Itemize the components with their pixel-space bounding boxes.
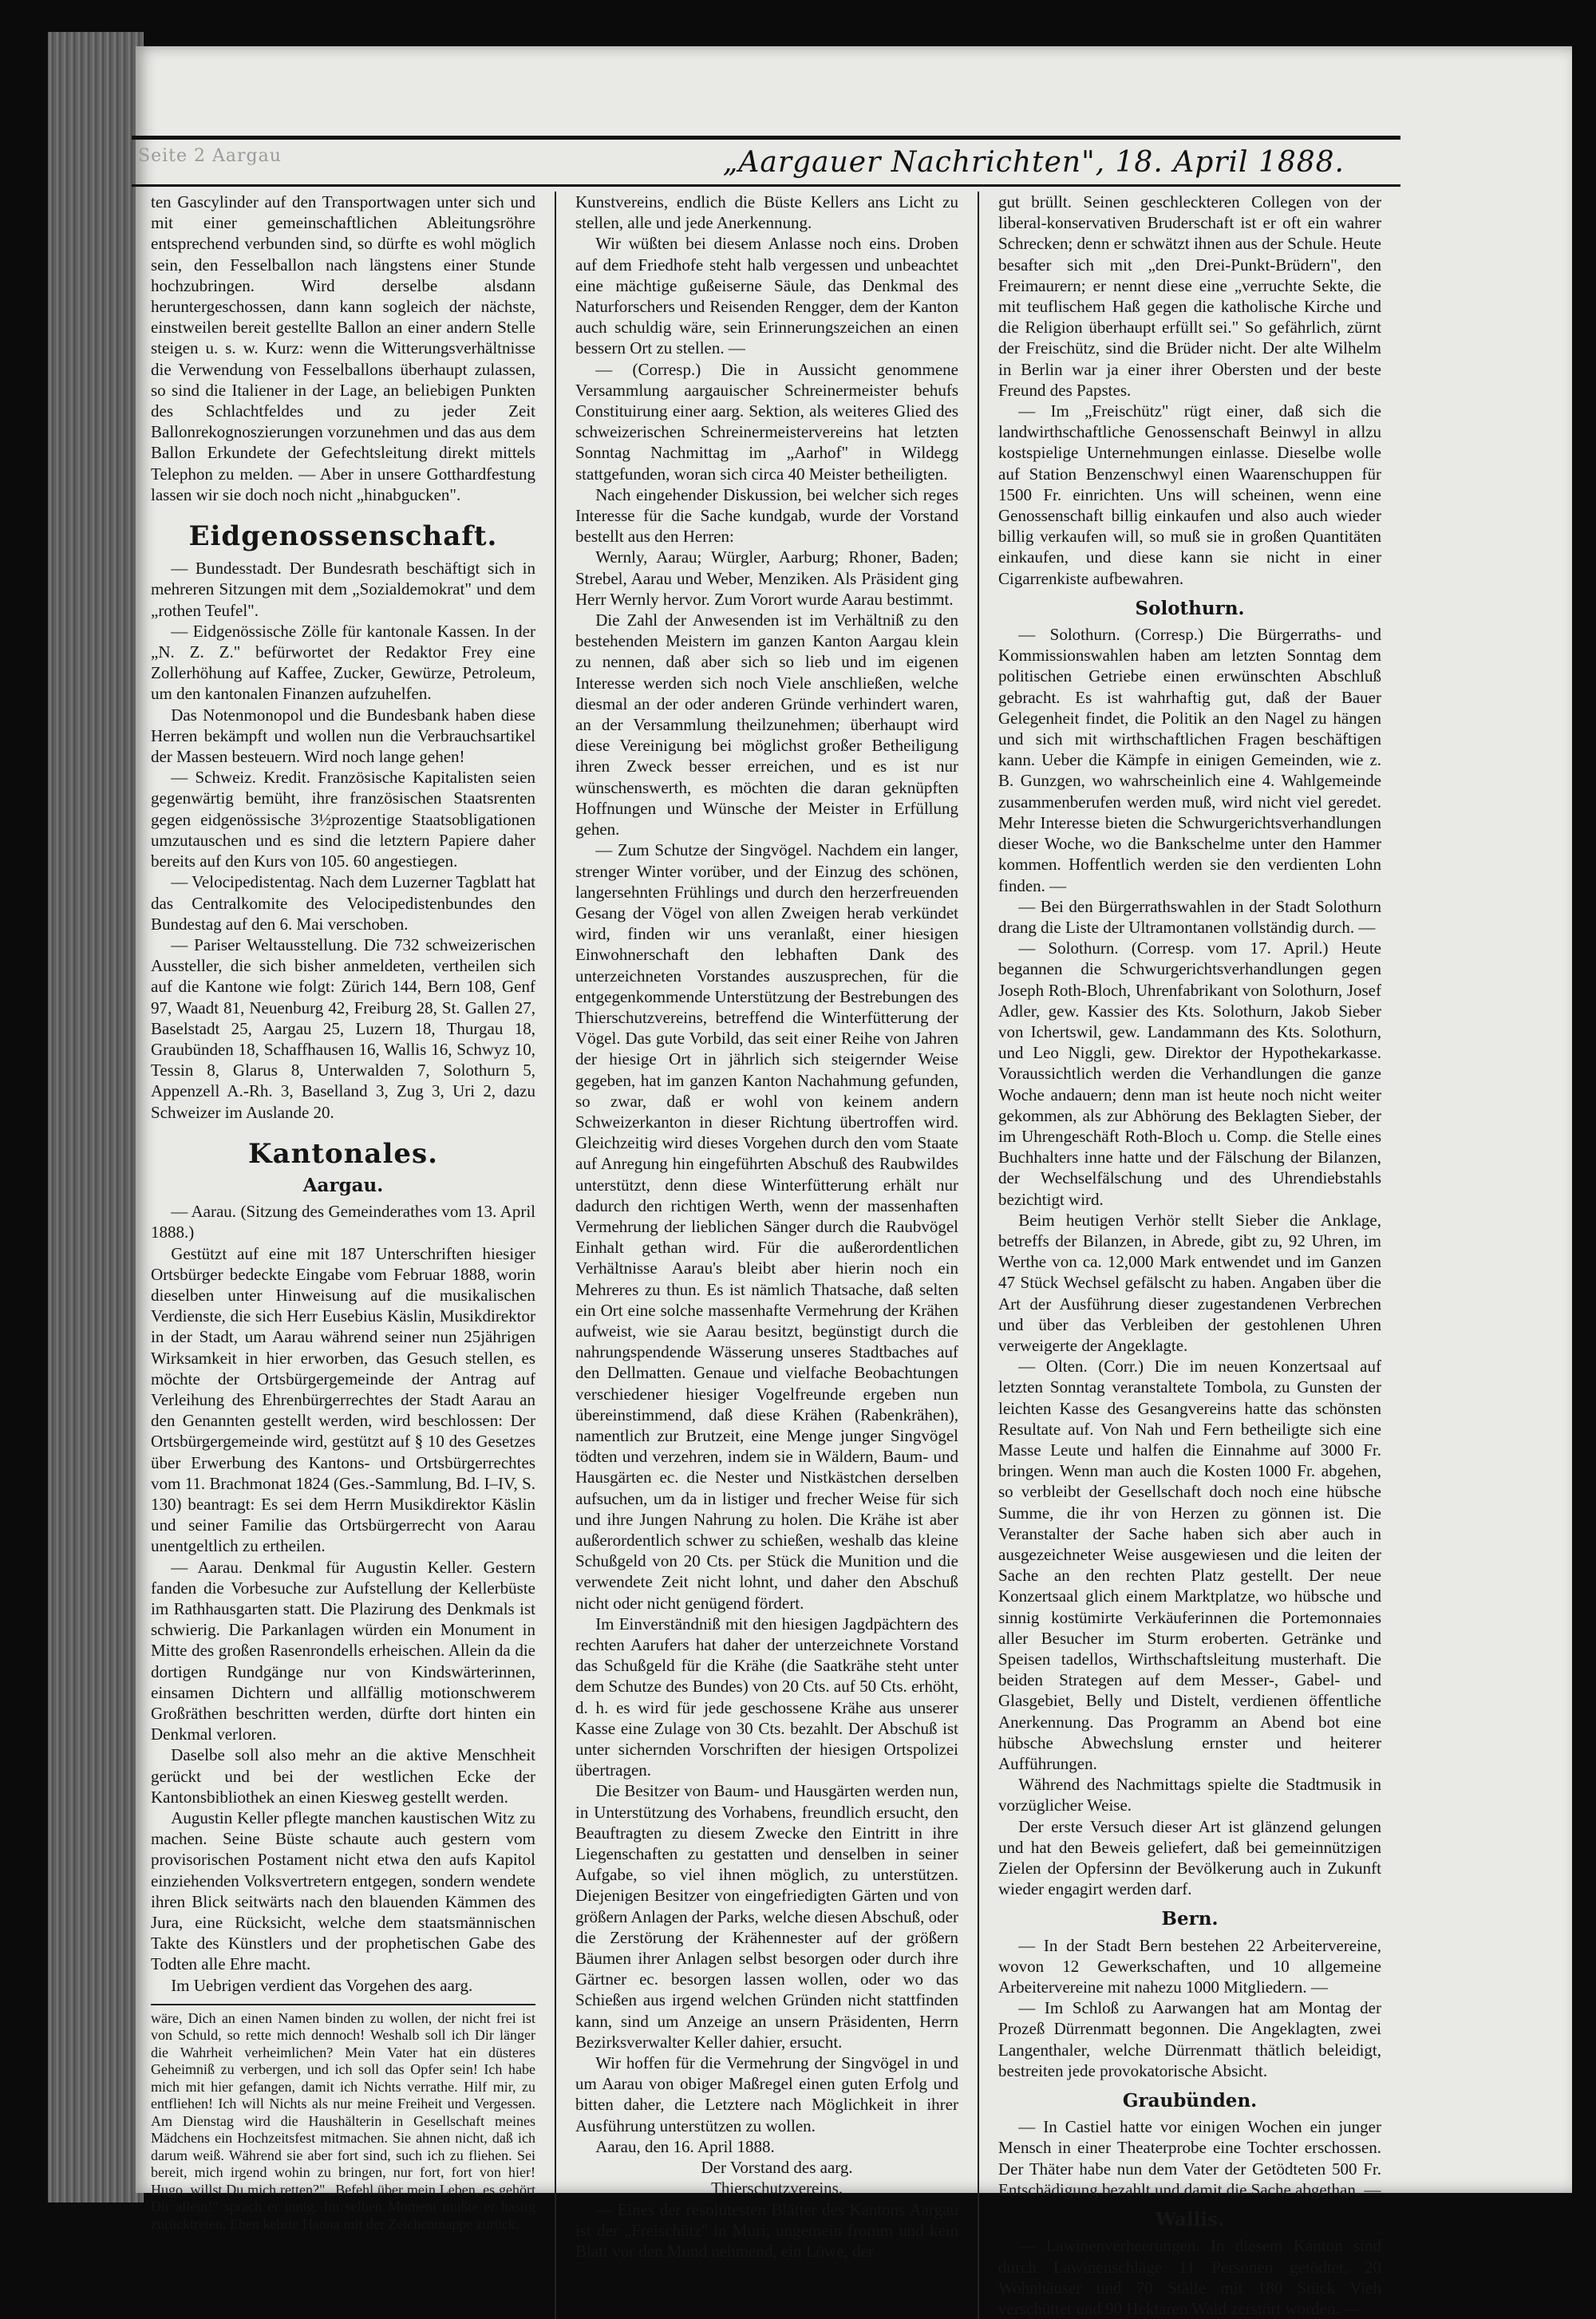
- subheading-solothurn: Solothurn.: [1135, 597, 1245, 619]
- article-paragraph: — Velocipedistentag. Nach dem Luzerner Tagblatt hat das Centralkomite des Velocipedistenbundes den Bundestag auf den 6. Mai verschoben.: [151, 872, 535, 934]
- header-bleedthrough-text: Seite 2 Aargau: [138, 146, 282, 166]
- article-paragraph: Der erste Versuch dieser Art ist glänzend gelungen und hat den Beweis geliefert, daß bei gemeinnützigen Zielen der Opfersinn der Bevölkerung auch in Zukunft wieder engagirt werden darf.: [998, 1816, 1381, 1899]
- article-paragraph: Das Notenmonopol und die Bundesbank haben diese Herren bekämpft und wollen nun die Verbrauchsartikel der Massen besteuern. Wird noch lange gehen!: [151, 705, 535, 767]
- article-paragraph: — Schweiz. Kredit. Französische Kapitalisten seien gegenwärtig bemüht, ihre französischen Staatsrenten gegen eidgenössische 3½prozentige Staatsobligationen umzutauschen und es sind die letztern Papiere daher bereits auf den Kurs von 105. 60 angestiegen.: [151, 768, 535, 871]
- article-paragraph: — Aarau. Denkmal für Augustin Keller. Gestern fanden die Vorbesuche zur Aufstellung der Kellerbüste im Rathhausgarten statt. Die Plazirung des Denkmals ist schwierig. Die Parkanlagen würden ein Monument in Mitte des großen Rasenrondells erheischen. Allein da die dortigen Rundgänge nur von Kindswärterinnen, einsamen Dichtern und allfällig motionschwerem Großräthen beschritten werden, dürfte dort hinten ein Denkmal verloren.: [151, 1557, 535, 1744]
- article-paragraph: — Bundesstadt. Der Bundesrath beschäftigt sich in mehreren Sitzungen mit dem „Sozialdemokrat" und dem „rothen Teufel".: [151, 559, 535, 620]
- article-paragraph: ten Gascylinder auf den Transportwagen unter sich und mit einer gemeinschaftlichen Ableitungsröhre entsprechend verbunden sind, so dürfte es wohl möglich sein, den Fesselballon nach längstens einer Stunde hochzubringen. Wird derselbe alsdann heruntergeschossen, dann kann sogleich der nächste, einstweilen bereit gestellte Ballon an einer andern Stelle steigen u. s. w. Kurz: wenn die Witterungsverhältnisse die Verwendung von Fesselballons überhaupt zulassen, so sind die Italiener in der Lage, an beliebigen Punkten des Schlachtfeldes und zu jeder Zeit Ballonrekognoszierungen vorzunehmen und das aus dem Ballon Erkundete der Gefechtsleitung direkt mittels Telephon zu melden. — Aber in unsere Gotthardfestung lassen wir sie doch noch nicht „hinabgucken".: [151, 192, 535, 504]
- article-paragraph: — Im Schloß zu Aarwangen hat am Montag der Prozeß Dürrenmatt begonnen. Die Angeklagten, zwei Langenthaler, welche Dürrenmatt thätlich beleidigt, bestreiten jede provokatorische Absicht.: [998, 1998, 1381, 2080]
- article-paragraph: Kunstvereins, endlich die Büste Kellers ans Licht zu stellen, alle und jede Anerkennung.: [575, 192, 958, 233]
- section-heading-eidgenossenschaft: Eidgenossenschaft.: [188, 520, 498, 553]
- article-paragraph: — Eines der resolutesten Blätter des Kantons Aargau ist der „Freischütz" in Muri, ungemein fromm und kein Blatt vor den Mund nehmend, ein Löwe, der: [575, 2199, 958, 2261]
- article-paragraph: Wernly, Aarau; Würgler, Aarburg; Rhoner, Baden; Strebel, Aarau und Weber, Menziken. Als Präsident ging Herr Wernly hervor. Zum Vorort wurde Aarau bestimmt.: [575, 547, 958, 609]
- article-paragraph: — (Corresp.) Die in Aussicht genommene Versammlung aargauischer Schreinermeister behufs Constituirung einer aarg. Sektion, als weiteres Glied des schweizerischen Schreinermeistervereins hat letzten Sonntag Nachmittag im „Aarhof" in Wildegg stattgefunden, woran sich circa 40 Meister betheiligten.: [575, 359, 958, 484]
- signature-line: Thierschutzvereins.: [711, 2179, 843, 2199]
- article-paragraph: — Olten. (Corr.) Die im neuen Konzertsaal auf letzten Sonntag veranstaltete Tombola, zu Gunsten der leichten Kasse des Gesangvereins hatte das schönsten Resultate auf. Von Nah und Fern betheiligte sich eine Masse Leute und halfen die Einnahme auf 3000 Fr. bringen. Wenn man auch die Kosten 1000 Fr. abgehen, so verbleibt der Gesellschaft doch noch eine hübsche Summe, die ihr von Herzen zu gönnen ist. Die Veranstalter der Sache haben sich aber auch in ausgezeichneter Weise ausgewiesen und die leiten der Sache an den rechten Platz gestellt. Der neue Konzertsaal glich einem Marktplatze, wo hübsche und sinnig kostümirte Verkäuferinnen die Portemonnaies aller Besucher im Sturm eroberten. Getränke und Speisen tadellos, Wirthschaftsleitung musterhaft. Die beiden Strategen auf dem Messer-, Gabel- und Glasgebiet, Belly und Distelt, verdienen öffentliche Anerkennung. Das Programm an Abend bot eine hübsche Abwechslung ernster und heiterer Aufführungen.: [998, 1357, 1381, 1774]
- article-paragraph: — Zum Schutze der Singvögel. Nachdem ein langer, strenger Winter vorüber, und der Einzug des schönen, langersehnten Frühlings und durch den herzerfreuenden Gesang der Vögel von allen Zweigen herab verkündet wird, finden wir uns veranlaßt, einer hiesigen Einwohnerschaft den lebhaften Dank des unterzeichneten Vorstandes auszusprechen, für die entgegenkommende Unterstützung der Bestrebungen des Thierschutzvereins, betreffend die Winterfütterung der Vögel. Das gute Vorbild, das seit einer Reihe von Jahren der hiesige Ort in jährlich sich steigernder Weise gegeben, hat im ganzen Kanton Nachahmung gefunden, so zwar, daß er wohl von keinem andern Schweizerkanton in dieser Richtung übertroffen wird. Gleichzeitig wird dieses Vorgehen durch den vom Staate auf Anregung hin eingeführten Abschuß des Raubwildes unterstützt, denn diese Winterfütterung erhält nur dadurch den richtigen Werth, wenn der massenhaften Vermehrung der lieblichen Sänger durch die Raubvögel Einhalt gethan wird. Für die außerordentlichen Verhältnisse Aarau's bleibt aber hierin noch ein Mehreres zu thun. Es ist nämlich Thatsache, daß selten ein Ort eine solche massenhafte Vermehrung der Krähen aufweist, wie sie Aarau besitzt, begünstigt durch die nahrungspendende Wässerung unseres Stadtbaches auf den Dellmatten. Genaue und vielfache Beobachtungen verschiedener hiesiger Vogelfreunde ergeben nun übereinstimmend, daß diese Krähen (Rabenkrähen), namentlich zur Brutzeit, eine Menge junger Singvögel tödten und verzehren, indem sie in Wäldern, Baum- und Hausgärten ec. die Nester und Nistkästchen derselben aufsuchen, um da in listiger und frecher Weise für sich und ihre Jungen Nahrung zu holen. Die Krähe ist aber außerordentlich schwer zu schießen, weshalb das kleine Schußgeld von 20 Cts. per Stück die Munition und die verwendete Zeit nicht lohnt, und daher den Abschuß nicht oder nicht genügend fördert.: [575, 840, 958, 1613]
- section-heading-kantonales: Kantonales.: [248, 1137, 438, 1170]
- subheading-aargau: Aargau.: [302, 1174, 384, 1196]
- feuilleton-divider: [151, 2004, 535, 2005]
- article-paragraph: — Eidgenössische Zölle für kantonale Kassen. In der „N. Z. Z." befürwortet der Redaktor Frey eine Zollerhöhung auf Kaffee, Zucker, Gewürze, Petroleum, um den kantonalen Finanzen aufzuhelfen.: [151, 621, 535, 704]
- article-paragraph: Beim heutigen Verhör stellt Sieber die Anklage, betreffs der Bilanzen, in Abrede, gibt zu, 92 Uhren, im Werthe von ca. 12,000 Mark entwendet und im Ganzen 47 Stück Wechsel gefälscht zu haben. Angaben über die Art der Ausführung dieser zugestandenen Verbrechen und über das Verbleiben der gestohlenen Uhren verweigerte der Angeklagte.: [998, 1210, 1381, 1355]
- article-paragraph: gut brüllt. Seinen geschleckteren Collegen von der liberal-konservativen Bruderschaft ist er oft ein wahrer Schrecken; denn er schwätzt ihnen aus der Schule. Heute besafter sich mit „den Drei-Punkt-Brüdern", den Freimaurern; er nennt diese eine „verruchte Sekte, die mit teuflischem Haß gegen die katholische Kirche und die Religion überhaupt erfüllt sei." So gefährlich, zürnt der Freischütz, sind die Brüder nicht. Der alte Wilhelm in Berlin war ja einer ihrer Obersten und der beste Freund des Papstes.: [998, 192, 1381, 400]
- article-paragraph: Im Uebrigen verdient das Vorgehen des aarg.: [171, 1975, 473, 1995]
- column-1: [132, 192, 555, 2319]
- article-paragraph: Augustin Keller pflegte manchen kaustischen Witz zu machen. Seine Büste schaute auch gestern vom provisorischen Postament nicht etwa den aufs Kapitol einziehenden Volksvertretern entgegen, sondern wendete ihren Blick seitwärts nach den blauenden Kämmen des Jura, eine Rücksicht, welche dem staatsmännischen Takte des Künstlers und der prophetischen Gabe des Todten alle Ehre macht.: [151, 1808, 535, 1974]
- article-paragraph: — Solothurn. (Corresp. vom 17. April.) Heute begannen die Schwurgerichtsverhandlungen gegen Joseph Roth-Bloch, Uhrenfabrikant von Solothurn, Josef Adler, gew. Kassier des Kts. Solothurn, Jakob Sieber von Ichertswil, gew. Landammann des Kts. Solothurn, und Leo Niggli, gew. Direktor der Hypothekarkasse. Voraussichtlich werden die Verhandlungen die ganze Woche andauern; denn man ist heute noch nicht weiter gekommen, als zur Abhörung des Beklagten Sieber, der im Uhrengeschäft Roth-Bloch u. Comp. die Stelle eines Buchhalters inne hatte und der Fälschung der Bilanzen, der Wechselfälschung und des Uhrendiebstahls bezichtigt wird.: [998, 938, 1381, 1209]
- article-paragraph: Daselbe soll also mehr an die aktive Menschheit gerückt und bei der westlichen Ecke der Kantonsbibliothek an einen Kiesweg gestellt werden.: [151, 1745, 535, 1807]
- article-paragraph: Wir hoffen für die Vermehrung der Singvögel in und um Aarau von obiger Maßregel einen guten Erfolg und bitten daher, die Letztere nach Möglichkeit in ihrer Ausführung unterstützen zu wollen.: [575, 2053, 958, 2135]
- feuilleton-text: wäre, Dich an einen Namen binden zu wollen, der nicht frei ist von Schuld, so rette mich dennoch! Weshalb soll ich Dir länger die Wahrheit verheimlichen? Mein Vater hat ein düsteres Geheimniß zu verbergen, und ich soll das Opfer sein! Ich habe mich mit hier gefangen, damit ich Nichts verrathe. Hilf mir, zu entfliehen! Ich will Nichts als nur meine Freiheit und Vergessen. Am Dienstag wird die Haushälterin in Gesellschaft meines Mädchens ein Hochzeitsfest mitmachen. Sie ahnen nicht, daß ich darum weiß. Während sie aber fort sind, such ich zu fliehen. Sei bereit, mich irgend wohin zu bringen, nur fort, fort von hier! Hugo, willst Du mich retten?" „Befehl über mein Leben, es gehört Dir allein!" sprach er innig. Im selben Moment mußte er hastig zurücktreten. Eben kehrte Hanna mit der Zeichenmappe zurück.: [151, 2009, 535, 2232]
- article-paragraph: Gestützt auf eine mit 187 Unterschriften hiesiger Ortsbürger bedeckte Eingabe vom Februar 1888, worin dieselben unter Hinweisung auf die musikalischen Verdienste, die sich Herr Eusebius Käslin, Musikdirektor in der Stadt, um Aarau während seiner nun 25jährigen Wirksamkeit in hier erworben, das Gesuch stellen, es möchte der Ortsbürgergemeinde der Antrag auf Verleihung des Ehrenbürgerrechtes der Stadt Aarau an den Genannten gestellt werden, wird beschlossen: Der Ortsbürgergemeinde wird, gestützt auf § 10 des Gesetzes über Erwerbung des Kantons- und Ortsbürgerrechtes vom 11. Brachmonat 1824 (Ges.-Sammlung, Bd. I–IV, S. 130) beantragt: Es sei dem Herrn Musikdirektor Käslin und seiner Familie das Ortsbürgerrecht von Aarau unentgeltlich zu ertheilen.: [151, 1243, 535, 1556]
- article-paragraph: — Aarau. (Sitzung des Gemeinderathes vom 13. April 1888.): [151, 1202, 535, 1242]
- article-paragraph: — Lawinenverheerungen. In diesem Kanton sind durch Lawinenschläge 11 Personen getödtet, 20 Wohnhäuser und 70 Ställe mit 180 Stück Vieh verschüttet und 90 Hektaren Wald zerstört worden. —: [998, 2236, 1381, 2318]
- article-paragraph: Die Besitzer von Baum- und Hausgärten werden nun, in Unterstützung des Vorhabens, freundlich ersucht, den Beauftragten zu diesem Zwecke den Eintritt in ihre Liegenschaften zu gestatten und denselben in seiner Aufgabe, so viel ihnen möglich, zu unterstützen. Diejenigen Besitzer von eingefriedigten Gärten und von größern Anlagen der Parks, welche diesen Abschuß, oder die Zerstörung der Krähennester auf der größern Bäumen ihrer Anlagen selbst besorgen oder durch ihre Gärtner ec. besorgen lassen wollen, oder wo das Schießen aus irgend welchen Gründen nicht stattfinden kann, sind um Anzeige an unsern Präsidenten, Herrn Bezirksverwalter Keller dahier, ersucht.: [575, 1781, 958, 2052]
- article-paragraph: Im Einverständniß mit den hiesigen Jagdpächtern des rechten Aarufers hat daher der unterzeichnete Vorstand das Schußgeld für die Krähe (die Saatkrähe steht unter dem Schutze des Bundes) von 20 Cts. auf 50 Cts. erhöht, d. h. es wird für jede geschossene Krähe aus unserer Kasse eine Zulage von 30 Cts. bezahlt. Der Abschuß ist unter sichernden Vorschriften der hiesigen Ortspolizei übertragen.: [575, 1614, 958, 1780]
- article-paragraph: Während des Nachmittags spielte die Stadtmusik in vorzüglicher Weise.: [998, 1775, 1381, 1815]
- signature-line: Der Vorstand des aarg.: [701, 2158, 853, 2178]
- article-paragraph: Nach eingehender Diskussion, bei welcher sich reges Interesse für die Sache kundgab, wurde der Vorstand bestellt aus den Herren:: [575, 484, 958, 547]
- subheading-bern: Bern.: [1161, 1908, 1219, 1930]
- article-paragraph: — Im „Freischütz" rügt einer, daß sich die landwirthschaftliche Genossenschaft Beinwyl in allzu kostspielige Unternehmungen einlasse. Dieselbe wolle auf Station Benzenschwyl einen Waarenschuppen für 1500 Fr. einrichten. Uns will scheinen, wenn eine Genossenschaft billig einkaufen und also auch wieder billig verkaufen will, so muß sie in großen Quantitäten einkaufen, und diese kann sie nicht in einer Cigarrenkiste aufbewahren.: [998, 401, 1381, 588]
- dateline: Aarau, den 16. April 1888.: [595, 2136, 775, 2156]
- article-paragraph: Die Zahl der Anwesenden ist im Verhältniß zu den bestehenden Meistern im ganzen Kanton Aargau klein zu nennen, daß aber sich so lieb und im eigenen Interesse werden sich noch Viele anschließen, welche diesmal an der oder anderen Gründe verhindert waren, an der Versammlung theilzunehmen; überhaupt wird diese Vereinigung bei möglichst großer Betheiligung ihren Zweck besser erreichen, und es ist nur wünschenswerth, es möchten die daran geknüpften Hoffnungen und Wünsche der Meister in Erfüllung gehen.: [575, 610, 958, 840]
- column-3: [978, 192, 1400, 2319]
- article-paragraph: — Solothurn. (Corresp.) Die Bürgerraths- und Kommissionswahlen haben am letzten Sonntag dem politischen Getriebe einen erwünschten Abschluß gebracht. Es ist wahrhaftig gut, daß der Bauer Gelegenheit findet, die Politik an den Nagel zu hängen und sich mit wirthschaftlichen Fragen beschäftigen kann. Ueber die Kämpfe in einigen Gemeinden, wie z. B. Gunzgen, wo wahrscheinlich eine 4. Wahlgemeinde zusammenberufen werden muß, wird nicht viel geredet. Mehr Interesse bieten die Schwurgerichtsverhandlungen dieser Woche, wo die Bankschelme unter den Hammer kommen. Hoffentlich werden sie den verdienten Lohn finden. —: [998, 625, 1381, 895]
- newspaper-title-date: „Aargauer Nachrichten", 18. April 1888.: [722, 145, 1345, 179]
- subheading-graubuenden: Graubünden.: [1122, 2090, 1258, 2112]
- text-columns: [132, 192, 1400, 2318]
- subheading-wallis: Wallis.: [1156, 2209, 1224, 2231]
- article-paragraph: — In der Stadt Bern bestehen 22 Arbeitervereine, wovon 12 Gewerkschaften, und 10 allgemeine Arbeitervereine mit nahezu 1000 Mitgliedern. —: [998, 1935, 1381, 1997]
- book-page-edges: [48, 32, 144, 2202]
- article-paragraph: Wir wüßten bei diesem Anlasse noch eins. Droben auf dem Friedhofe steht halb vergessen und unbeachtet eine mächtige gußeiserne Säule, das Denkmal des Naturforschers und Reisenden Rengger, dem der Kanton auch schuldig wäre, sein Erinnerungszeichen an einen bessern Ort zu stellen. —: [575, 234, 958, 358]
- article-paragraph: — Pariser Weltausstellung. Die 732 schweizerischen Aussteller, die sich bisher anmeldeten, vertheilen sich auf die Kantone wie folgt: Zürich 144, Bern 108, Genf 97, Waadt 81, Neuenburg 42, Freiburg 28, St. Gallen 27, Baselstadt 25, Aargau 25, Luzern 18, Thurgau 18, Graubünden 18, Schaffhausen 16, Wallis 16, Schwyz 10, Tessin 8, Glarus 8, Unterwalden 7, Solothurn 5, Appenzell A.-Rh. 3, Baselland 3, Zug 3, Uri 2, dazu Schweizer im Auslande 20.: [151, 934, 535, 1122]
- article-paragraph: — In Castiel hatte vor einigen Wochen ein junger Mensch in einer Theaterprobe eine Tochter erschossen. Der Thäter habe nun dem Vater der Getödteten 500 Fr. Entschädigung bezahlt und damit die Sache abgethan. —: [998, 2117, 1381, 2199]
- article-paragraph: — Bei den Bürgerrathswahlen in der Stadt Solothurn drang die Liste der Ultramontanen vollständig durch. —: [998, 896, 1381, 937]
- page-header: [132, 136, 1400, 187]
- column-2: [555, 192, 978, 2319]
